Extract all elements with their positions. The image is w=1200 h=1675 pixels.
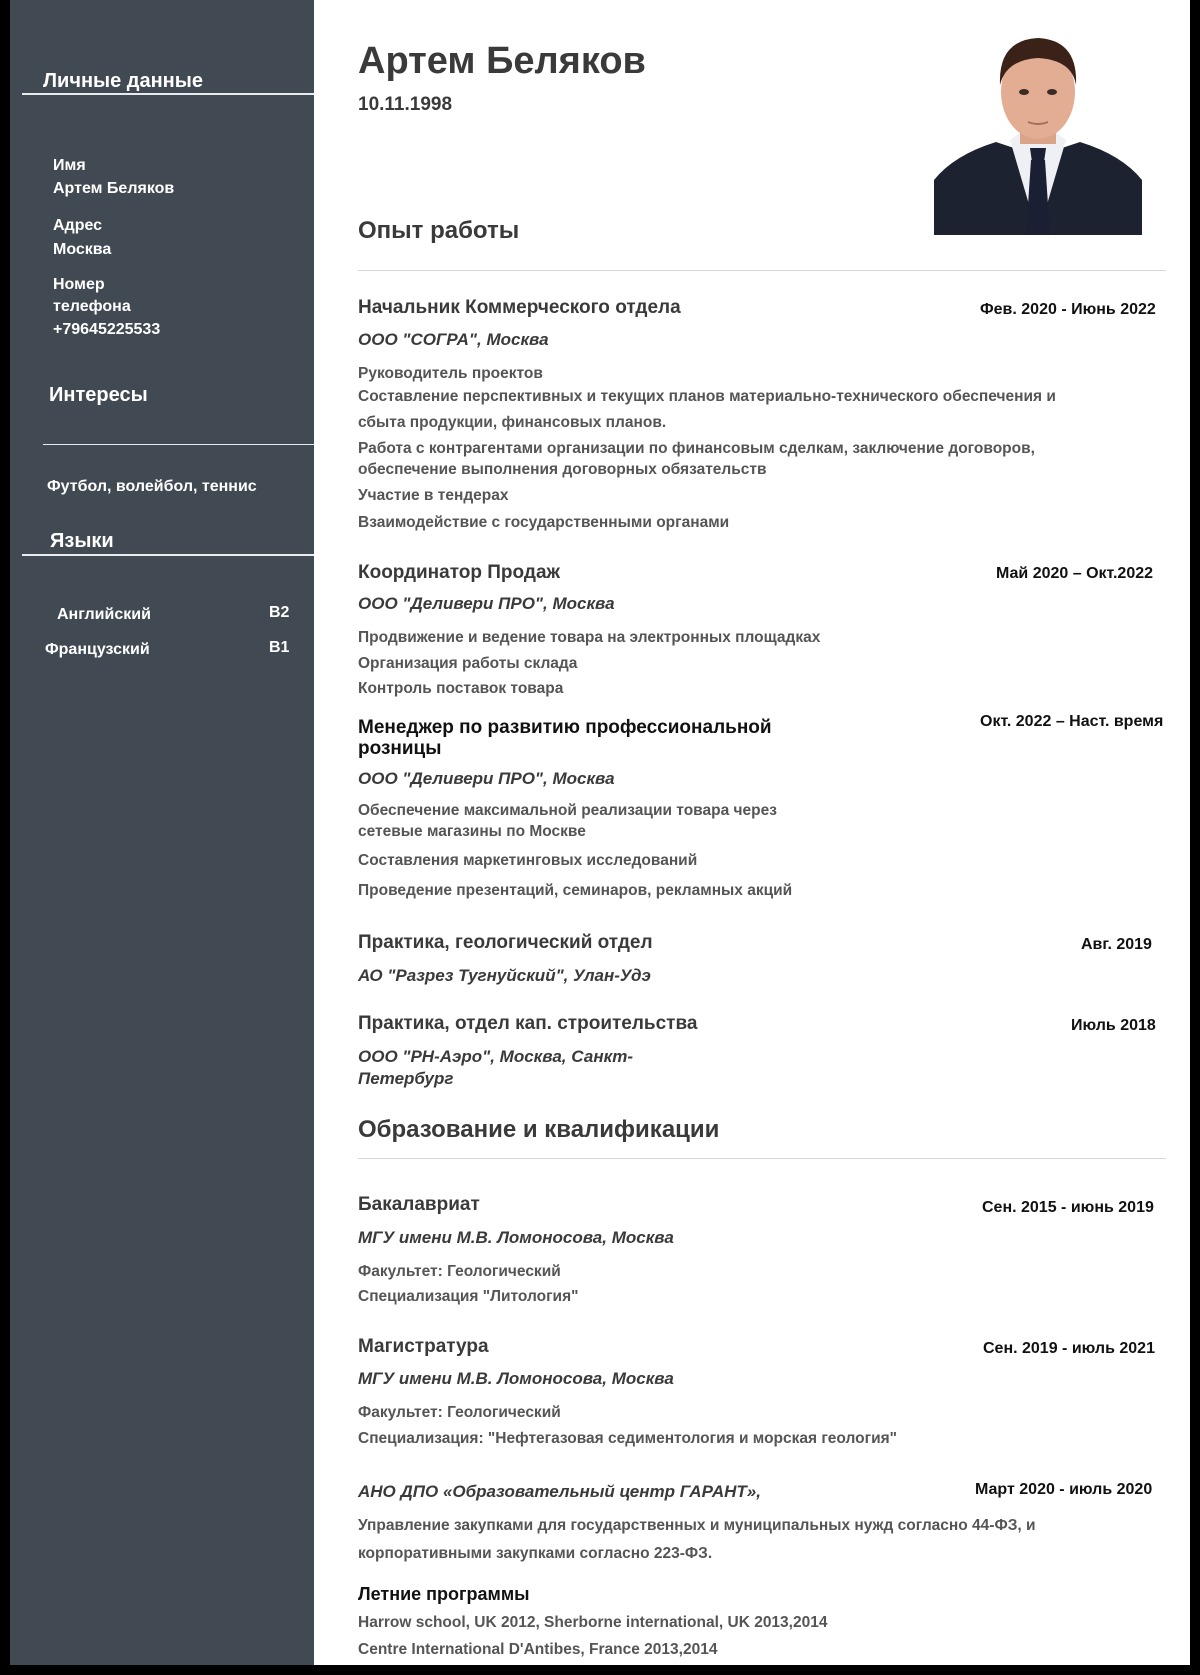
job-duty: Проведение презентаций, семинаров, рекламных акций (358, 882, 793, 899)
job-duty: Составление перспективных и текущих планов материально-технического обеспечения и (358, 388, 1056, 405)
job-title: Практика, геологический отдел (358, 932, 653, 953)
resume-page (10, 0, 1190, 1665)
language-level: B2 (269, 604, 290, 621)
personal-data-heading: Личные данные (43, 70, 203, 92)
job-duty: Контроль поставок товара (358, 680, 564, 697)
education-detail: Факультет: Геологический (358, 1404, 561, 1421)
language-name: Французский (45, 641, 150, 658)
education-detail: Специализация: "Нефтегазовая седиментология и морская геология" (358, 1430, 897, 1447)
job-duty: Обеспечение максимальной реализации товара через (358, 802, 777, 819)
job-title: Координатор Продаж (358, 562, 560, 583)
experience-rule (358, 270, 1166, 271)
education-title: Летние программы (358, 1584, 530, 1604)
education-detail: Harrow school, UK 2012, Sherborne international, UK 2013,2014 (358, 1614, 828, 1631)
job-duty: Участие в тендерах (358, 487, 509, 504)
languages-rule (22, 554, 314, 556)
education-institution: МГУ имени М.В. Ломоносова, Москва (358, 1228, 674, 1247)
job-duty: Работа с контрагентами организации по финансовым сделкам, заключение договоров, (358, 440, 1035, 457)
job-duty: Руководитель проектов (358, 365, 543, 382)
address-value: Москва (53, 241, 112, 258)
education-rule (358, 1158, 1166, 1159)
job-date: Окт. 2022 – Наст. время (980, 713, 1164, 730)
personal-data-rule (22, 93, 314, 95)
language-name: Английский (57, 606, 151, 623)
phone-value: +79645225533 (53, 321, 161, 338)
job-date: Июль 2018 (1071, 1017, 1156, 1034)
phone-label-line-2: телефона (53, 298, 131, 315)
job-date: Май 2020 – Окт.2022 (996, 565, 1154, 582)
job-company: Петербург (358, 1069, 454, 1088)
job-date: Фев. 2020 - Июнь 2022 (980, 301, 1156, 318)
education-heading: Образование и квалификации (358, 1116, 720, 1143)
experience-heading: Опыт работы (358, 217, 520, 244)
job-duty: Организация работы склада (358, 655, 578, 672)
education-institution: МГУ имени М.В. Ломоносова, Москва (358, 1369, 674, 1388)
job-title: розницы (358, 738, 442, 759)
education-institution: АНО ДПО «Образовательный центр ГАРАНТ», (358, 1482, 761, 1501)
window-edge (1190, 0, 1200, 1675)
job-duty: Взаимодействие с государственными органами (358, 514, 730, 531)
job-duty: Составления маркетинговых исследований (358, 852, 698, 869)
education-detail: Управление закупками для государственных и муниципальных нужд согласно 44-ФЗ, и (358, 1517, 1036, 1534)
education-title: Бакалавриат (358, 1194, 480, 1215)
education-detail: Факультет: Геологический (358, 1263, 561, 1280)
education-title: Магистратура (358, 1336, 489, 1357)
interests-rule (43, 444, 314, 445)
education-date: Сен. 2019 - июль 2021 (983, 1340, 1155, 1357)
job-title: Начальник Коммерческого отдела (358, 297, 681, 318)
interests-value: Футбол, волейбол, теннис (47, 478, 257, 495)
job-company: АО "Разрез Тугнуйский", Улан-Удэ (358, 966, 651, 985)
job-company: ООО "РН-Аэро", Москва, Санкт- (358, 1047, 634, 1066)
languages-heading: Языки (50, 530, 114, 552)
address-label: Адрес (53, 217, 103, 234)
interests-heading: Интересы (49, 384, 148, 406)
job-date: Авг. 2019 (1081, 936, 1152, 953)
name-value: Артем Беляков (53, 180, 175, 197)
full-name: Артем Беляков (358, 40, 646, 82)
job-duty: сетевые магазины по Москве (358, 823, 586, 840)
phone-label-line-1: Номер (53, 276, 105, 293)
job-company: ООО "Деливери ПРО", Москва (358, 594, 615, 613)
job-duty: обеспечение выполнения договорных обязательств (358, 461, 767, 478)
job-company: ООО "Деливери ПРО", Москва (358, 769, 615, 788)
job-duty: Продвижение и ведение товара на электронных площадках (358, 629, 821, 646)
sidebar (10, 0, 314, 1665)
job-title: Менеджер по развитию профессиональной (358, 717, 772, 738)
education-detail: корпоративными закупками согласно 223-ФЗ. (358, 1545, 713, 1562)
profile-photo (934, 30, 1142, 235)
education-detail: Специализация "Литология" (358, 1288, 579, 1305)
language-level: B1 (269, 639, 290, 656)
education-date: Март 2020 - июль 2020 (975, 1481, 1153, 1498)
education-detail: Centre International D'Antibes, France 2013,2014 (358, 1641, 718, 1658)
birth-date: 10.11.1998 (358, 94, 453, 115)
job-duty: сбыта продукции, финансовых планов. (358, 414, 667, 431)
job-company: ООО "СОГРА", Москва (358, 330, 549, 349)
name-label: Имя (53, 157, 86, 174)
job-title: Практика, отдел кап. строительства (358, 1013, 698, 1034)
education-date: Сен. 2015 - июнь 2019 (982, 1199, 1154, 1216)
